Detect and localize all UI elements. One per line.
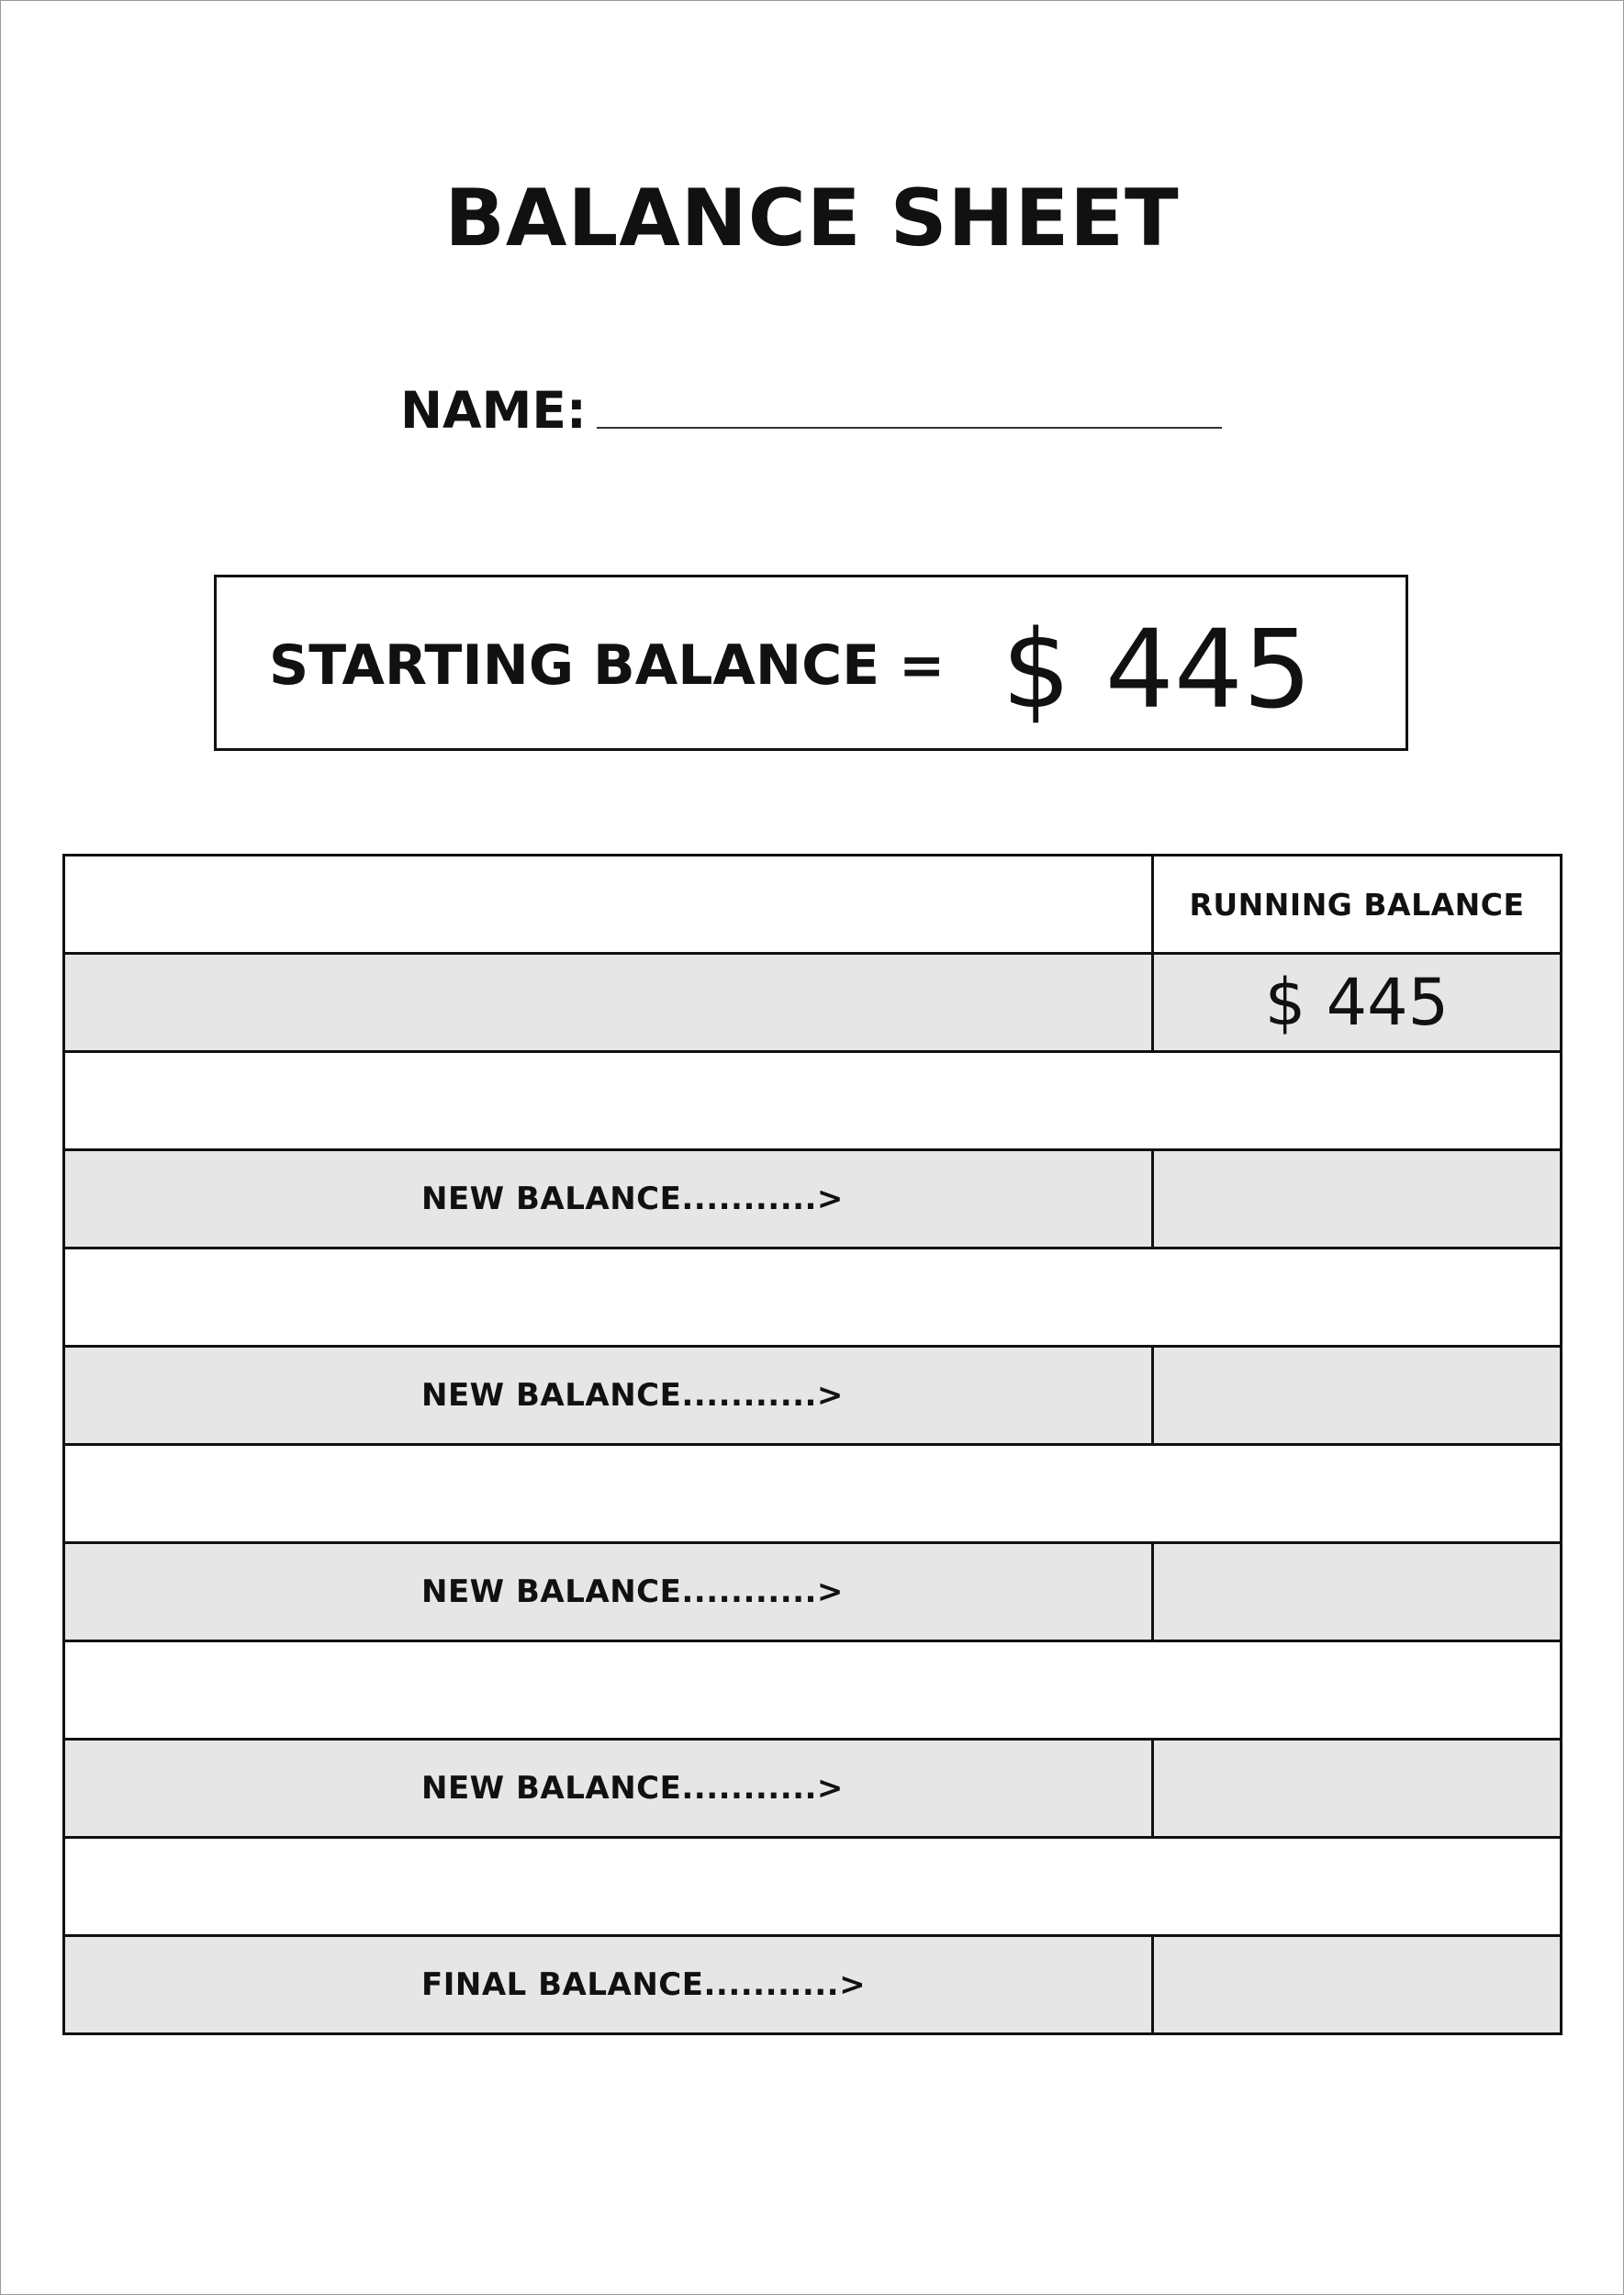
name-field[interactable] [597,427,1222,429]
balance-row [65,1151,1560,1249]
final-balance-value-cell[interactable] [1151,1937,1560,2032]
entry-cell[interactable] [65,1446,1560,1541]
balance-label-cell [65,1151,1151,1247]
entry-row [65,1839,1560,1937]
new-balance-label: NEW BALANCE...........> [421,1181,844,1217]
first-row-description-cell[interactable] [65,955,1151,1050]
balance-label-cell [65,1544,1151,1640]
starting-balance-value: $ 445 [1002,606,1312,733]
ledger-table [62,854,1562,2035]
entry-cell[interactable] [65,1839,1560,1934]
first-row-running-balance-cell [1151,955,1560,1050]
final-balance-row [65,1937,1560,2032]
final-balance-label-cell [65,1937,1151,2032]
final-balance-label: FINAL BALANCE...........> [421,1966,867,2003]
entry-row [65,1249,1560,1348]
balance-row [65,1544,1560,1642]
entry-cell[interactable] [65,1249,1560,1345]
running-balance-header: RUNNING BALANCE [1189,886,1525,923]
balance-value-cell[interactable] [1151,1348,1560,1443]
entry-row [65,1446,1560,1544]
header-running-balance-cell [1151,856,1560,952]
entry-cell[interactable] [65,1053,1560,1148]
balance-label-cell [65,1348,1151,1443]
ledger-header-row [65,856,1560,955]
new-balance-label: NEW BALANCE...........> [421,1377,844,1414]
entry-row [65,1642,1560,1741]
header-description-cell [65,856,1151,952]
ledger-first-row [65,955,1560,1053]
balance-value-cell[interactable] [1151,1544,1560,1640]
starting-balance-box [214,575,1408,751]
new-balance-label: NEW BALANCE...........> [421,1573,844,1610]
entry-cell[interactable] [65,1642,1560,1738]
balance-row [65,1741,1560,1839]
balance-value-cell[interactable] [1151,1151,1560,1247]
page-title: BALANCE SHEET [444,173,1180,264]
running-balance-value: $ 445 [1264,965,1450,1040]
new-balance-label: NEW BALANCE...........> [421,1770,844,1807]
entry-row [65,1053,1560,1151]
balance-value-cell[interactable] [1151,1741,1560,1836]
balance-label-cell [65,1741,1151,1836]
balance-row [65,1348,1560,1446]
name-label: NAME: [400,381,587,440]
starting-balance-label: STARTING BALANCE = [269,633,946,698]
